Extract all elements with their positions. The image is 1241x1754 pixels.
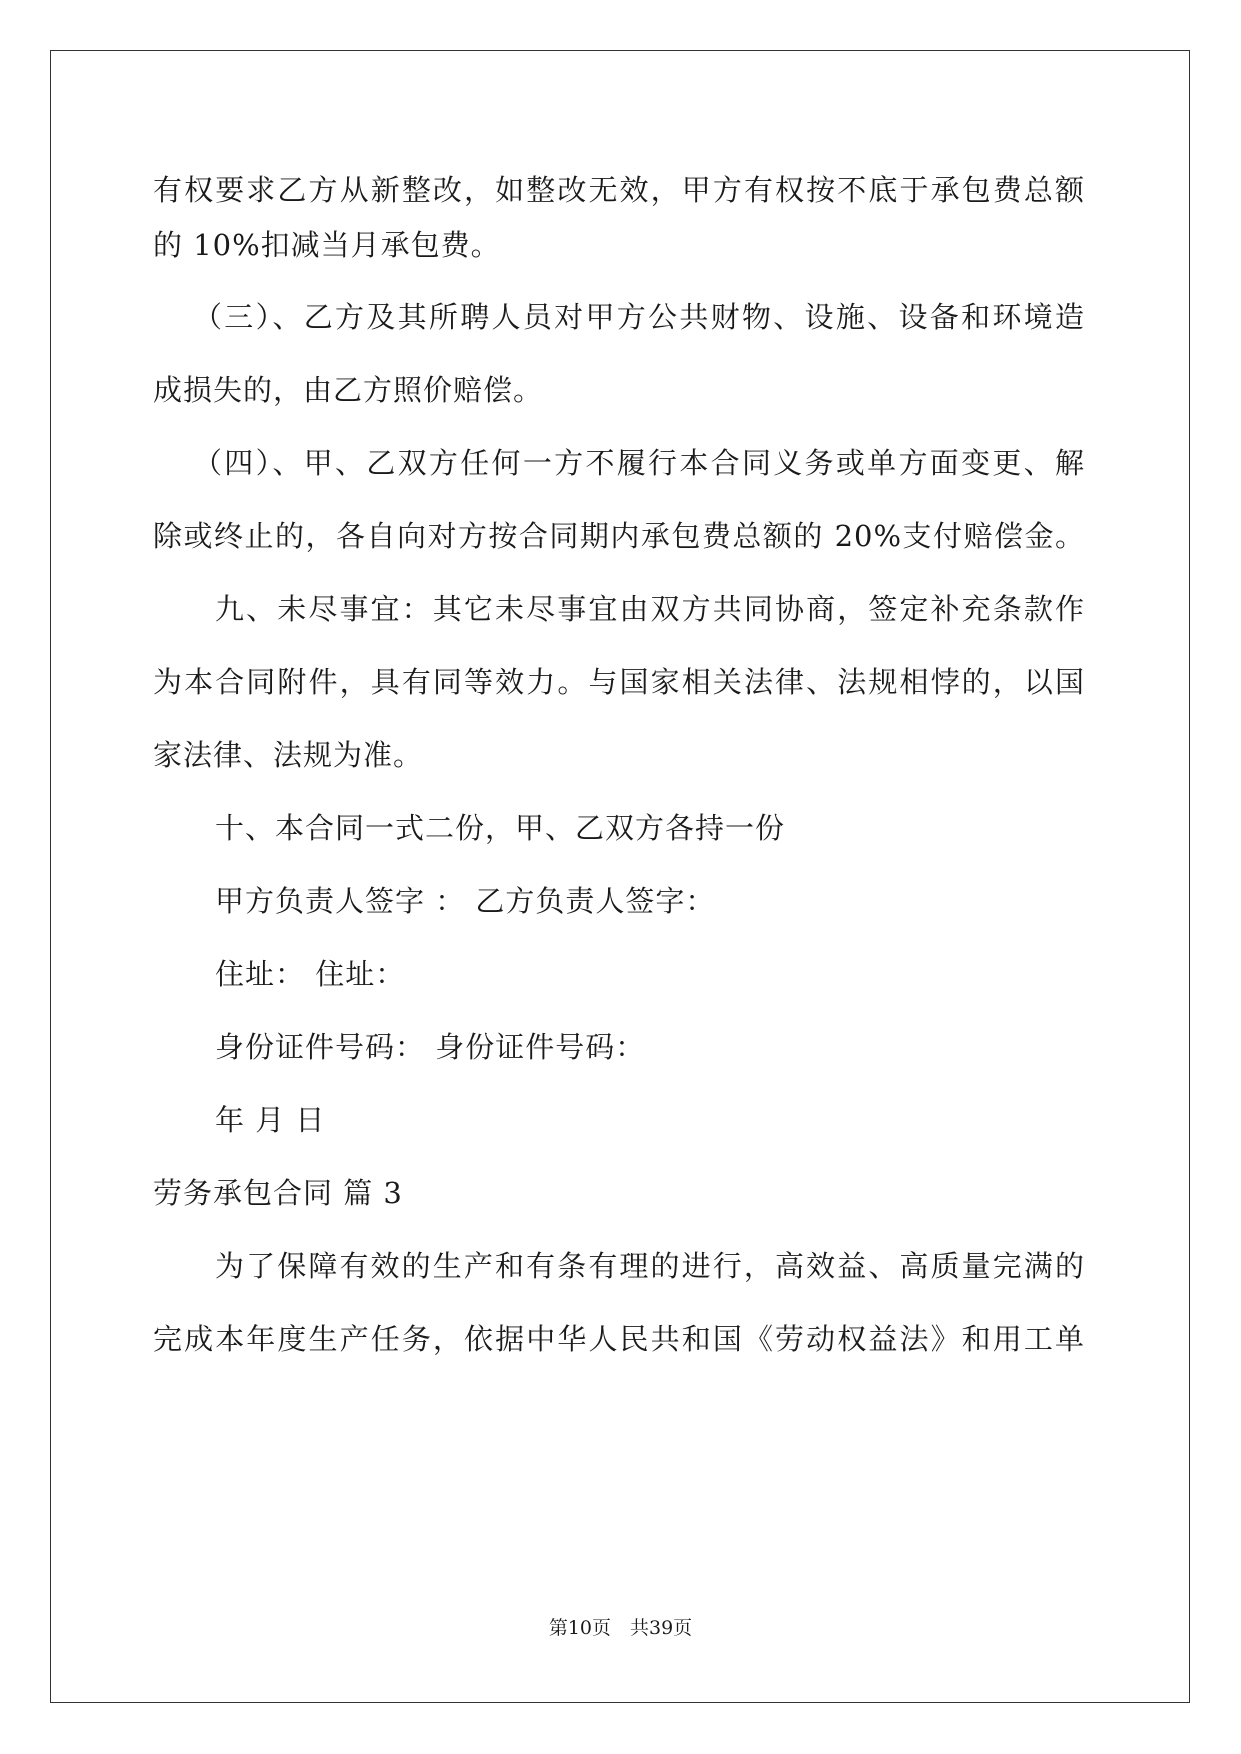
section-heading: 劳务承包合同 篇 3 <box>153 1176 403 1210</box>
signature-line: 甲方负责人签字 ： 乙方负责人签字： <box>215 884 716 918</box>
address-line: 住址： 住址： <box>215 957 406 991</box>
body-line-6: 除或终止的，各自向对方按合同期内承包费总额的 20%支付赔偿金。 <box>153 519 1085 553</box>
date-line: 年 月 日 <box>215 1103 326 1137</box>
body-line-8: 为本合同附件，具有同等效力。与国家相关法律、法规相悖的，以国 <box>153 665 1085 699</box>
body-line-7: 九、未尽事宜：其它未尽事宜由双方共同协商，签定补充条款作 <box>215 592 1085 626</box>
page-number-footer: 第10页 共39页 <box>548 1617 693 1639</box>
body-line-16: 为了保障有效的生产和有条有理的进行，高效益、高质量完满的 <box>215 1249 1085 1283</box>
body-line-1: 有权要求乙方从新整改，如整改无效，甲方有权按不底于承包费总额 <box>153 173 1085 207</box>
body-line-10: 十、本合同一式二份，甲、乙双方各持一份 <box>215 811 786 845</box>
body-line-4: 成损失的，由乙方照价赔偿。 <box>153 373 544 407</box>
id-number-line: 身份证件号码： 身份证件号码： <box>215 1030 646 1064</box>
body-line-5: （四）、甲、乙双方任何一方不履行本合同义务或单方面变更、解 <box>193 446 1085 480</box>
body-line-3: （三）、乙方及其所聘人员对甲方公共财物、设施、设备和环境造 <box>193 300 1085 334</box>
body-line-17: 完成本年度生产任务，依据中华人民共和国《劳动权益法》和用工单 <box>153 1322 1085 1356</box>
body-line-9: 家法律、法规为准。 <box>153 738 424 772</box>
body-line-2: 的 10%扣减当月承包费。 <box>153 228 501 262</box>
